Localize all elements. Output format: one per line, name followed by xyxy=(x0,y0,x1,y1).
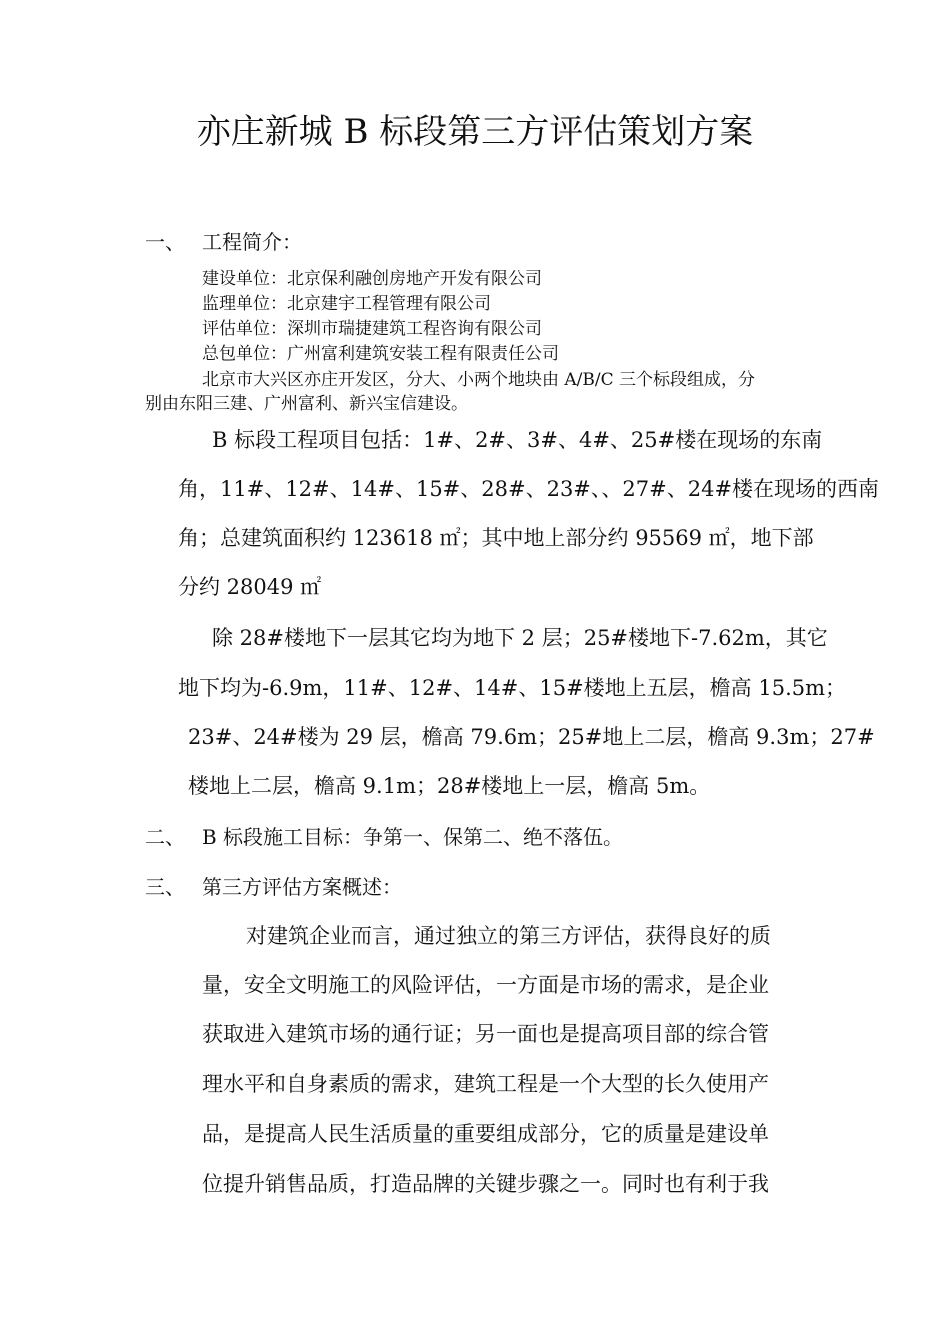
location-line-1: 北京市大兴区亦庄开发区，分大、小两个地块由 A/B/C 三个标段组成，分 xyxy=(202,370,756,390)
section-3-heading: 第三方评估方案概述： xyxy=(202,875,402,899)
unit-contractor: 总包单位：广州富利建筑安装工程有限责任公司 xyxy=(202,344,559,364)
section-1-heading: 工程简介： xyxy=(202,230,302,254)
unit-evaluation: 评估单位：深圳市瑞捷建筑工程咨询有限公司 xyxy=(202,319,542,339)
document-title: 亦庄新城 B 标段第三方评估策划方案 xyxy=(196,112,754,152)
section-3-number: 三、 xyxy=(145,875,185,899)
overview-line-1: 对建筑企业而言，通过独立的第三方评估，获得良好的质 xyxy=(246,924,771,948)
section-2-heading: B 标段施工目标：争第一、保第二、绝不落伍。 xyxy=(202,825,624,849)
scope-line-4: 分约 28049 ㎡ xyxy=(178,575,322,599)
floor-line-1: 除 28#楼地下一层其它均为地下 2 层；25#楼地下-7.62m，其它 xyxy=(212,626,828,650)
overview-line-6: 位提升销售品质，打造品牌的关键步骤之一。同时也有利于我 xyxy=(202,1172,769,1196)
overview-line-5: 品，是提高人民生活质量的重要组成部分，它的质量是建设单 xyxy=(202,1122,769,1146)
scope-line-3: 角；总建筑面积约 123618 ㎡；其中地上部分约 95569 ㎡，地下部 xyxy=(178,526,814,550)
overview-line-3: 获取进入建筑市场的通行证；另一面也是提高项目部的综合管 xyxy=(202,1022,769,1046)
section-1-number: 一、 xyxy=(145,230,185,254)
unit-supervision: 监理单位：北京建宇工程管理有限公司 xyxy=(202,294,491,314)
floor-line-2: 地下均为-6.9m，11#、12#、14#、15#楼地上五层，檐高 15.5m； xyxy=(178,676,847,700)
section-2-number: 二、 xyxy=(145,825,185,849)
unit-construction: 建设单位：北京保利融创房地产开发有限公司 xyxy=(202,269,542,289)
location-line-2: 别由东阳三建、广州富利、新兴宝信建设。 xyxy=(145,394,468,414)
overview-line-2: 量，安全文明施工的风险评估，一方面是市场的需求，是企业 xyxy=(202,973,769,997)
scope-line-2: 角，11#、12#、14#、15#、28#、23#、、27#、24#楼在现场的西南 xyxy=(178,477,880,501)
overview-line-4: 理水平和自身素质的需求，建筑工程是一个大型的长久使用产 xyxy=(202,1072,769,1096)
scope-line-1: B 标段工程项目包括：1#、2#、3#、4#、25#楼在现场的东南 xyxy=(212,428,823,452)
floor-line-3: 23#、24#楼为 29 层，檐高 79.6m；25#地上二层，檐高 9.3m；27# xyxy=(188,725,875,749)
floor-line-4: 楼地上二层，檐高 9.1m；28#楼地上一层，檐高 5m。 xyxy=(188,774,711,798)
